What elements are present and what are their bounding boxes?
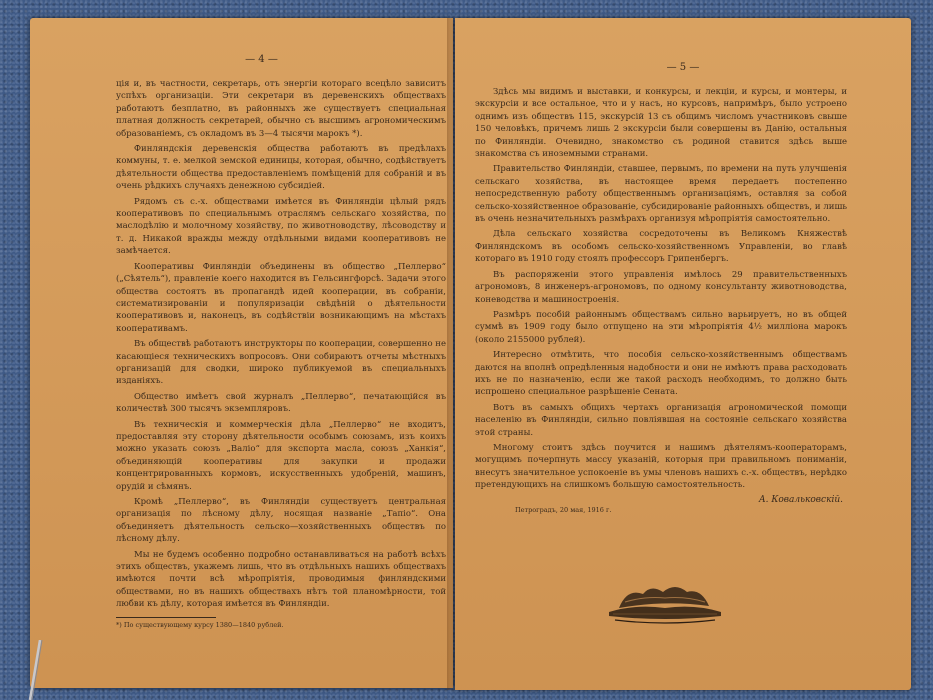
paragraph: Финляндскія деревенскія общества работаютъ въ предѣлахъ коммуны, т. е. мелкой земской единицы, которая, обычно, содѣйствуетъ дѣятельности общества предоставленіемъ помѣщеній для собраній и въ очень рѣдкихъ случаяхъ денежною субсидіей. xyxy=(116,144,446,192)
paragraph: Дѣла сельскаго хозяйства сосредоточены въ Великомъ Княжествѣ Финляндскомъ въ особомъ сельско-хозяйственномъ Управленіи, во главѣ котораго въ 1910 году стоялъ профессоръ Грипенбергъ. xyxy=(475,229,847,265)
paragraph: Правительство Финляндіи, ставшее, первымъ, по времени на путь улучшенія сельскаго хозяйства, въ настоящее время передаетъ постепенно непосредственную работу общественнымъ организаціямъ, оставляя за собой сельско-хозяйственное образованіе, субсидированіе районныхъ обществъ, и лишь въ очень незначительныхъ размѣрахъ организуя мѣропріятія самостоятельно. xyxy=(475,164,847,225)
paragraph: Рядомъ съ с.-х. обществами имѣется въ Финляндіи цѣлый рядъ кооперативовъ по специальнымъ отраслямъ сельскаго хозяйства, по маслодѣлію и молочному хозяйству, по животноводству, лѣсоводству и т. д. Никакой вражды между отдѣльными видами кооперативовъ не замѣчается. xyxy=(116,196,446,257)
paragraph: Вотъ въ самыхъ общихъ чертахъ организація агрономической помощи населенію въ Финляндіи, сильно повліявшая на состояніе сельскаго хозяйства этой страны. xyxy=(475,402,847,438)
place-date: Петроградъ, 20 мая, 1916 г. xyxy=(515,506,612,514)
landscape-vignette-icon xyxy=(605,578,725,628)
page-number: — 4 — xyxy=(245,54,278,65)
paragraph: Кромѣ „Пеллерво“, въ Финляндіи существуетъ центральная организація по лѣсному дѣлу, носящая названіе „Тапіо“. Она объединяетъ дѣятельность сельско—хозяйственныхъ обществъ по лѣсному дѣлу. xyxy=(116,497,446,545)
author-signature: А. Ковальковскій. xyxy=(758,494,843,505)
paragraph: Въ техническія и коммерческія дѣла „Пеллерво“ не входитъ, предоставляя эту сторону дѣятельности особымъ союзамъ, изъ коихъ можно указать союзъ „Валіо“ для экспорта масла, союзъ „Ханкія“, объединяющій кооперативы для закупки и продажи концентрированныхъ кормовъ, искусственныхъ удобреній, машинъ, орудій и сѣмянъ. xyxy=(116,419,446,492)
footnote: *) По существующему курсу 1380—1840 рублей. xyxy=(116,620,284,629)
footnote-rule xyxy=(116,617,216,618)
paragraph: Многому стоитъ здѣсь поучится и нашимъ дѣятелямъ-кооператорамъ, могущимъ почерпнуть массу указаній, которыя при правильномъ пониманіи, внесутъ значительное успокоеніе въ умы членовъ нашихъ с.-х. обществъ, нерѣдко претендующихъ на слишкомъ большую самостоятельность. xyxy=(475,442,847,491)
paragraph: Кооперативы Финляндіи объединены въ общество „Пеллерво“ („Сѣятель“), правленіе коего находится въ Гельсингфорсѣ. Задачи этого общества состоятъ въ пропагандѣ идей кооперации, въ собраніи, систематизированіи и популяризаціи свѣдѣній о дѣятельности кооперативовъ и, наконецъ, въ содѣйствіи возникающимъ на мѣстахъ кооперативамъ. xyxy=(116,261,446,334)
paragraph: ція и, въ частности, секретарь, отъ энергіи котораго всецѣло зависитъ успѣхъ организаціи. Эти секретари въ деревенскихъ обществахъ работаютъ безплатно, въ районныхъ же существуетъ специальная платная должность секретарей, обычно съ высшимъ агрономическимъ образованіемъ, съ окладомъ въ 3—4 тысячи марокъ *). xyxy=(116,79,446,139)
right-page xyxy=(455,18,911,690)
paragraph: Интересно отмѣтить, что пособія сельско-хозяйственнымъ обществамъ даются на вполнѣ опредѣленныя надобности и они не имѣютъ права расходовать ихъ не по назначенію, если же такой расходъ необходимъ, то должно быть испрошено специальное разрѣшеніе Сената. xyxy=(475,350,847,398)
paragraph: Общество имѣетъ свой журналъ „Пеллерво“, печатающійся въ количествѣ 300 тысячъ экземпляровъ. xyxy=(116,391,446,415)
left-page xyxy=(30,18,453,688)
right-body-text xyxy=(475,86,847,516)
paragraph: Мы не будемъ особенно подробно останавливаться на работѣ всѣхъ этихъ обществъ, укажемъ лишь, что въ отдѣльныхъ нашихъ обществахъ имѣются почти всѣ мѣропріятія, проводимыя финляндскими обществами, но въ нашихъ обществахъ нѣтъ той планомѣрности, той любви къ дѣлу, которая имѣется въ Финляндіи. xyxy=(116,549,446,610)
paragraph: Въ обществѣ работаютъ инструкторы по кооперации, совершенно не касающіеся техническихъ вопросовъ. Они собираютъ отчеты мѣстныхъ организацій для сводки, широко публикуемой въ специальныхъ изданіяхъ. xyxy=(116,339,446,387)
paragraph: Здѣсь мы видимъ и выставки, и конкурсы, и лекціи, и курсы, и монтеры, и экскурсіи и все остальное, что и у насъ, но курсовъ, напримѣръ, было устроено однимъ изъ обществъ 115, экскурсій 13 съ общимъ числомъ участниковъ свыше 150 человѣкъ, причемъ лишь 2 экскурсіи были совершены въ Данію, остальныя по Финляндіи. Очевидно, знакомство съ родиной ставится здѣсь выше знакомства съ иноземными странами. xyxy=(475,87,847,160)
paragraph: Размѣръ пособій районнымъ обществамъ сильно варьируетъ, но въ общей суммѣ въ 1909 году было отпущено на эти мѣропріятія 4½ милліона марокъ (около 2155000 рублей). xyxy=(475,309,847,345)
page-number: — 5 — xyxy=(666,62,700,73)
pen-icon xyxy=(0,640,60,700)
paragraph: Въ распоряженіи этого управленія имѣлось 29 правительственныхъ агрономовъ, 8 инженеръ-агрономовъ, по одному консультанту животноводства, коневодства и машиностроенія. xyxy=(475,269,847,305)
left-body-text xyxy=(116,78,446,630)
